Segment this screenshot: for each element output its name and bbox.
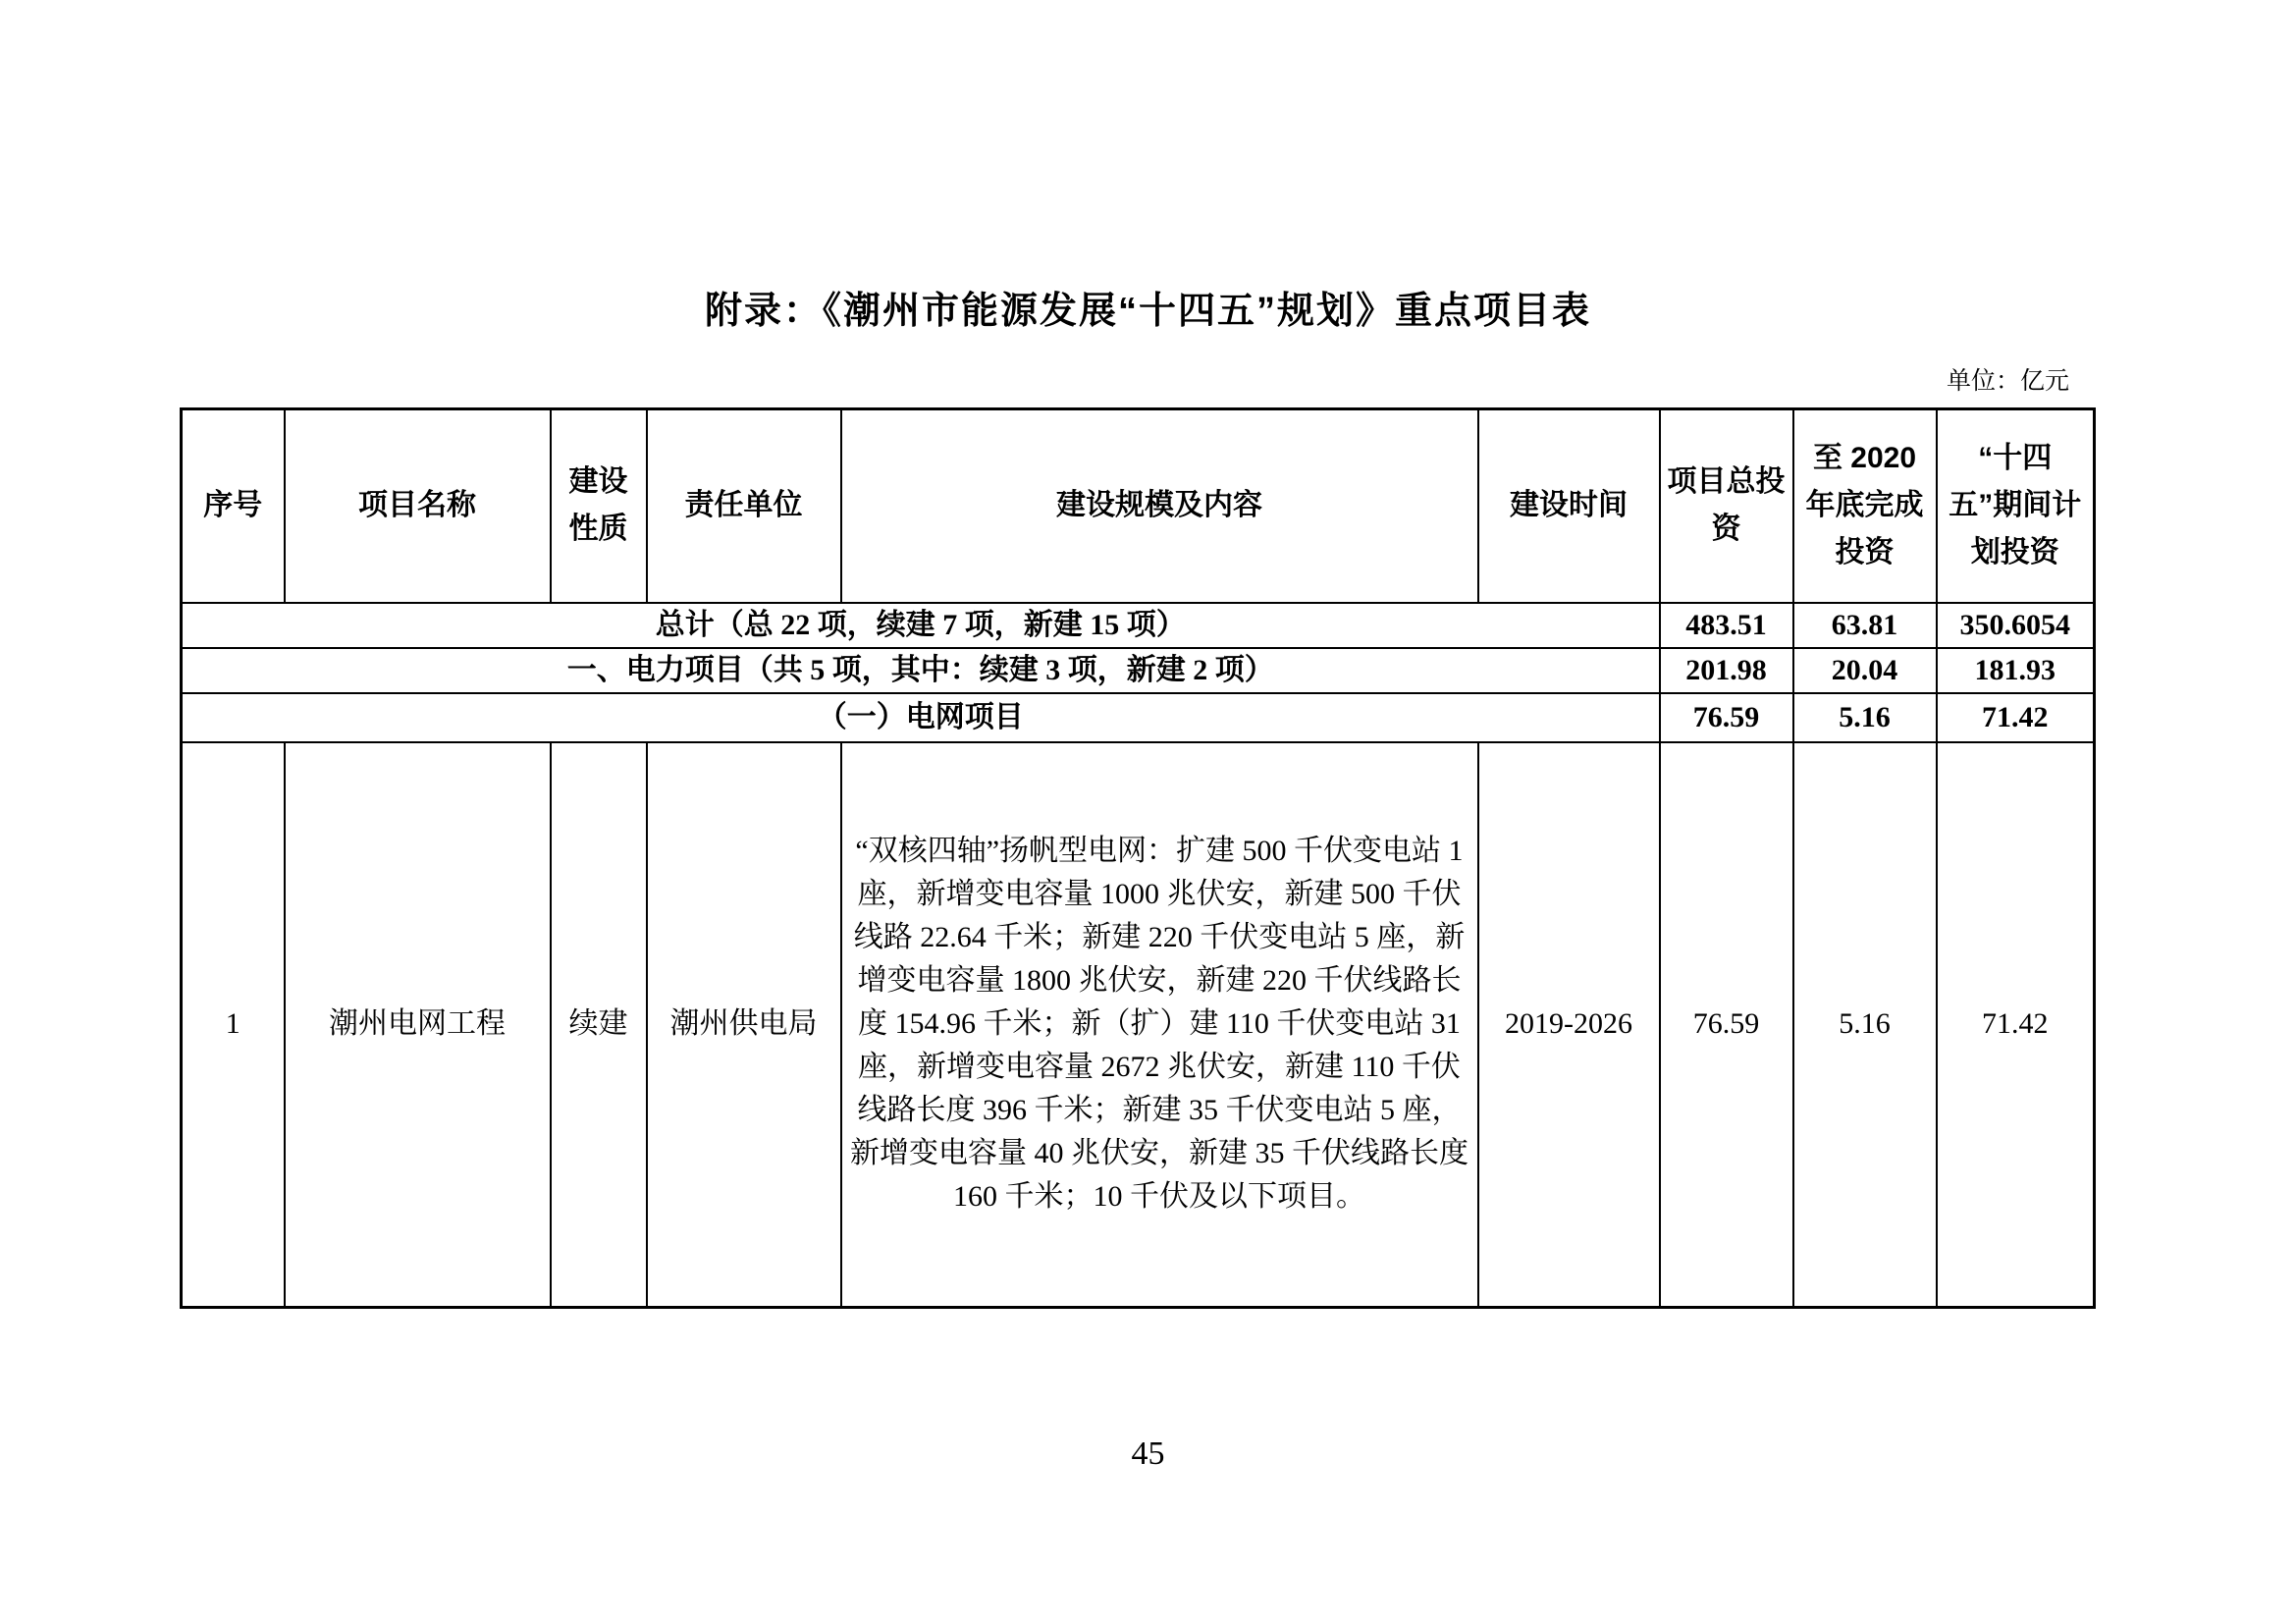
summary-label: 总计（总 22 项，续建 7 项，新建 15 项） <box>182 603 1660 648</box>
summary-row-total <box>182 603 2095 648</box>
cell-invested-by-2020: 5.16 <box>1793 742 1937 1308</box>
key-projects-table <box>180 407 2096 1309</box>
cell-total-investment: 483.51 <box>1660 603 1793 648</box>
cell-scale-content: “双核四轴”扬帆型电网：扩建 500 千伏变电站 1 座，新增变电容量 1000 兆伏安，新建 500 千伏线路 22.64 千米；新建 220 千伏变电站 5 座，新增变电容量 1800 兆伏安，新建 220 千伏线路长度 154.96 千米；新（扩）建 110 千伏变电站 31 座，新增变电容量 2672 兆伏安，新建 110 千伏线路长度 396 千米；新建 35 千伏变电站 5 座，新增变电容量 40 兆伏安，新建 35 千伏线路长度 160 千米；10 千伏及以下项目。 <box>841 742 1478 1308</box>
cell-project-name: 潮州电网工程 <box>285 742 551 1308</box>
col-header-total-investment: 项目总投资 <box>1660 409 1793 603</box>
unit-note: 单位：亿元 <box>1946 368 2069 395</box>
col-header-responsible-unit: 责任单位 <box>647 409 841 603</box>
cell-total-investment: 201.98 <box>1660 648 1793 693</box>
project-row-1 <box>182 742 2095 1308</box>
cell-construction-time: 2019-2026 <box>1478 742 1660 1308</box>
col-header-project-name: 项目名称 <box>285 409 551 603</box>
cell-planned-14th: 71.42 <box>1937 693 2095 742</box>
cell-planned-14th: 350.6054 <box>1937 603 2095 648</box>
summary-row-power-projects <box>182 648 2095 693</box>
col-header-scale-content: 建设规模及内容 <box>841 409 1478 603</box>
cell-total-investment: 76.59 <box>1660 742 1793 1308</box>
col-header-planned-14th: “十四五”期间计划投资 <box>1937 409 2095 603</box>
page-title: 附录：《潮州市能源发展“十四五”规划》重点项目表 <box>704 291 1591 332</box>
col-header-construction-time: 建设时间 <box>1478 409 1660 603</box>
summary-row-grid-projects <box>182 693 2095 742</box>
col-header-invested-by-2020: 至 2020 年底完成投资 <box>1793 409 1937 603</box>
cell-seq: 1 <box>182 742 285 1308</box>
cell-construction-nature: 续建 <box>551 742 647 1308</box>
summary-label: （一）电网项目 <box>182 693 1660 742</box>
page-number: 45 <box>1131 1435 1165 1472</box>
cell-planned-14th: 71.42 <box>1937 742 2095 1308</box>
col-header-seq: 序号 <box>182 409 285 603</box>
summary-label: 一、电力项目（共 5 项，其中：续建 3 项，新建 2 项） <box>182 648 1660 693</box>
cell-planned-14th: 181.93 <box>1937 648 2095 693</box>
col-header-construction-nature: 建设性质 <box>551 409 647 603</box>
cell-total-investment: 76.59 <box>1660 693 1793 742</box>
cell-responsible-unit: 潮州供电局 <box>647 742 841 1308</box>
cell-invested-by-2020: 63.81 <box>1793 603 1937 648</box>
table-header-row <box>182 409 2095 603</box>
cell-invested-by-2020: 20.04 <box>1793 648 1937 693</box>
cell-invested-by-2020: 5.16 <box>1793 693 1937 742</box>
